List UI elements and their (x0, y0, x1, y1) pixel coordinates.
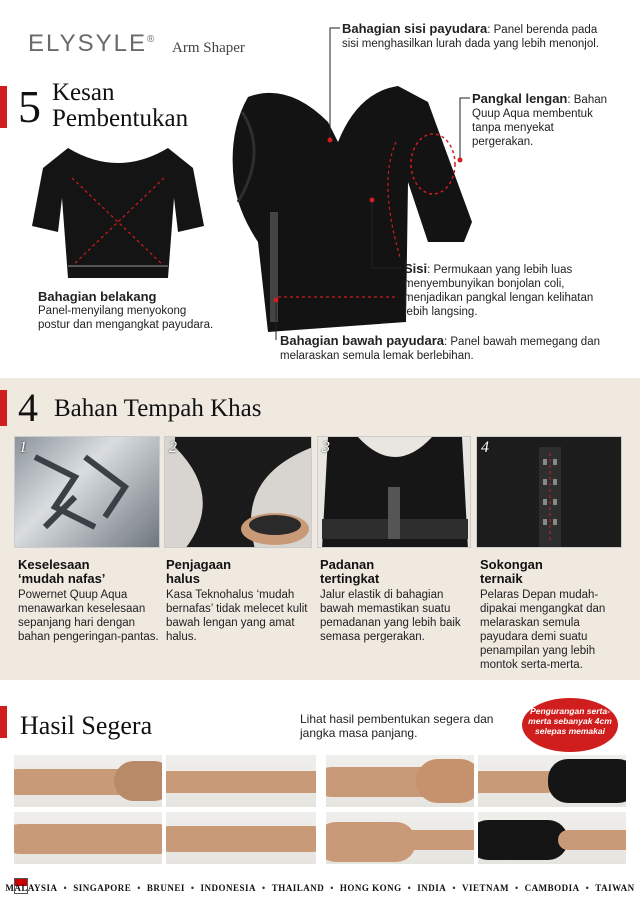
trademark: ® (146, 34, 157, 45)
arm-photo-after-1 (166, 755, 316, 807)
feature-1-title-line2: ‘mudah nafas’ (18, 571, 106, 586)
country-item: INDIA (417, 883, 447, 893)
section1-title-line1: Kesan (52, 79, 115, 106)
feature-photo-3 (317, 436, 471, 548)
section3-subtitle-line1: Lihat hasil pembentukan segera dan (300, 712, 494, 726)
feature-3-desc: Jalur elastik di bahagian bawah memastikan suatu pemadanan yang lebih baik semasa pergerakan. (320, 589, 461, 643)
callout-pangkal-lengan-title: Pangkal lengan (472, 91, 568, 106)
arm-photo-before-2 (326, 755, 474, 807)
feature-number-4: 4 (481, 439, 489, 456)
country-item: TAIWAN (595, 883, 635, 893)
feature-1 (18, 558, 160, 644)
arm-photo-after-3 (166, 812, 316, 864)
feature-2-title-line1: Penjagaan (166, 557, 232, 572)
feature-2 (166, 558, 312, 644)
feature-number-1: 1 (19, 439, 27, 456)
feature-photo-1 (14, 436, 160, 548)
callout-bawah-payudara-text: : Panel bawah memegang dan melaraskan semula lemak berlebihan. (280, 336, 600, 362)
section3-title: Hasil Segera (20, 711, 153, 740)
section1-title-line2: Pembentukan (52, 105, 189, 133)
feature-3 (320, 558, 470, 644)
feature-3-title-line1: Padanan (320, 557, 375, 572)
feature-4-title-line1: Sokongan (480, 557, 543, 572)
callout-belakang (38, 290, 258, 332)
section-marker-3 (0, 706, 7, 738)
section3-subtitle (300, 712, 520, 740)
arm-photo-after-2 (478, 755, 626, 807)
section2-title: Bahan Tempah Khas (54, 395, 262, 422)
feature-2-desc: Kasa Teknohalus ‘mudah bernafas’ tidak melecet kulit bawah lengan yang amat halus. (166, 589, 308, 643)
callout-belakang-line2: postur dan mengangkat payudara. (38, 319, 214, 331)
product-name: Arm Shaper (172, 40, 245, 56)
feature-4-desc: Pelaras Depan mudah-dipakai mengangkat dan melaraskan semula payudara demi suatu penampilan yang lebih montok serta-merta. (480, 589, 606, 671)
section-marker-2 (0, 390, 7, 426)
callout-bawah-payudara (280, 334, 610, 363)
section3-subtitle-line2: jangka masa panjang. (300, 726, 418, 740)
callout-pangkal-lengan-text: : Bahan Quup Aqua membentuk tanpa menyekat pergerakan. (472, 94, 608, 148)
feature-1-title-line1: Keselesaan (18, 557, 90, 572)
callout-bawah-payudara-title: Bahagian bawah payudara (280, 333, 444, 348)
elastic-band-image (318, 437, 471, 548)
country-item: VIETNAM (461, 883, 509, 893)
feature-4-title-line2: ternaik (480, 571, 523, 586)
underarm-mesh-image (165, 437, 312, 548)
callout-pangkal-lengan (472, 92, 612, 149)
callout-sisi-text: : Permukaan yang lebih luas menyembunyikan bonjolan coli, menjadikan pangkal lengan kelihatan lebih langsing. (404, 264, 594, 318)
arm-photo-before-4 (326, 812, 474, 864)
feature-4 (480, 558, 626, 672)
feature-photo-2 (164, 436, 312, 548)
country-item: THAILAND (271, 883, 325, 893)
feature-photo-4 (476, 436, 622, 548)
country-item: SINGAPORE (73, 883, 132, 893)
feature-number-3: 3 (322, 439, 330, 456)
feature-1-desc: Powernet Quup Aqua menawarkan keselesaan sepanjang hari dengan bahan pengeringan-pantas. (18, 589, 159, 643)
arm-photo-after-4 (478, 812, 626, 864)
feature-number-2: 2 (169, 439, 177, 456)
reduction-badge: Pengurangan serta-merta sebanyak 4cm selepas memakai (522, 698, 618, 752)
feature-3-title-line2: tertingkat (320, 571, 380, 586)
arm-photo-before-1 (14, 755, 162, 807)
fabric-mesh-image (15, 437, 160, 548)
country-item: MALAYSIA (5, 883, 58, 893)
brand-name: ELYSYLE (28, 30, 147, 57)
callout-belakang-line1: Panel-menyilang menyokong (38, 305, 187, 317)
country-item: BRUNEI (146, 883, 185, 893)
callout-sisi (404, 262, 610, 319)
callout-sisi-payudara-text: : Panel berenda pada sisi menghasilkan lurah dada yang lebih menonjol. (342, 24, 599, 50)
section2-number: 4 (18, 385, 38, 430)
callout-sisi-payudara (342, 22, 604, 51)
feature-2-title-line2: halus (166, 571, 200, 586)
callout-sisi-payudara-title: Bahagian sisi payudara (342, 21, 488, 36)
callout-sisi-title: Sisi (404, 261, 428, 276)
callout-belakang-title: Bahagian belakang (38, 289, 157, 304)
arm-photo-before-3 (14, 812, 162, 864)
section1-number: 5 (18, 81, 41, 132)
country-item: HONG KONG (339, 883, 402, 893)
front-adjuster-image (477, 437, 622, 548)
country-item: CAMBODIA (524, 883, 580, 893)
country-item: INDONESIA (200, 883, 257, 893)
country-list: MALAYSIA • SINGAPORE • BRUNEI • INDONESIA • THAILAND • HONG KONG • INDIA • VIETNAM • CAMBODIA • TAIWAN (5, 883, 635, 893)
